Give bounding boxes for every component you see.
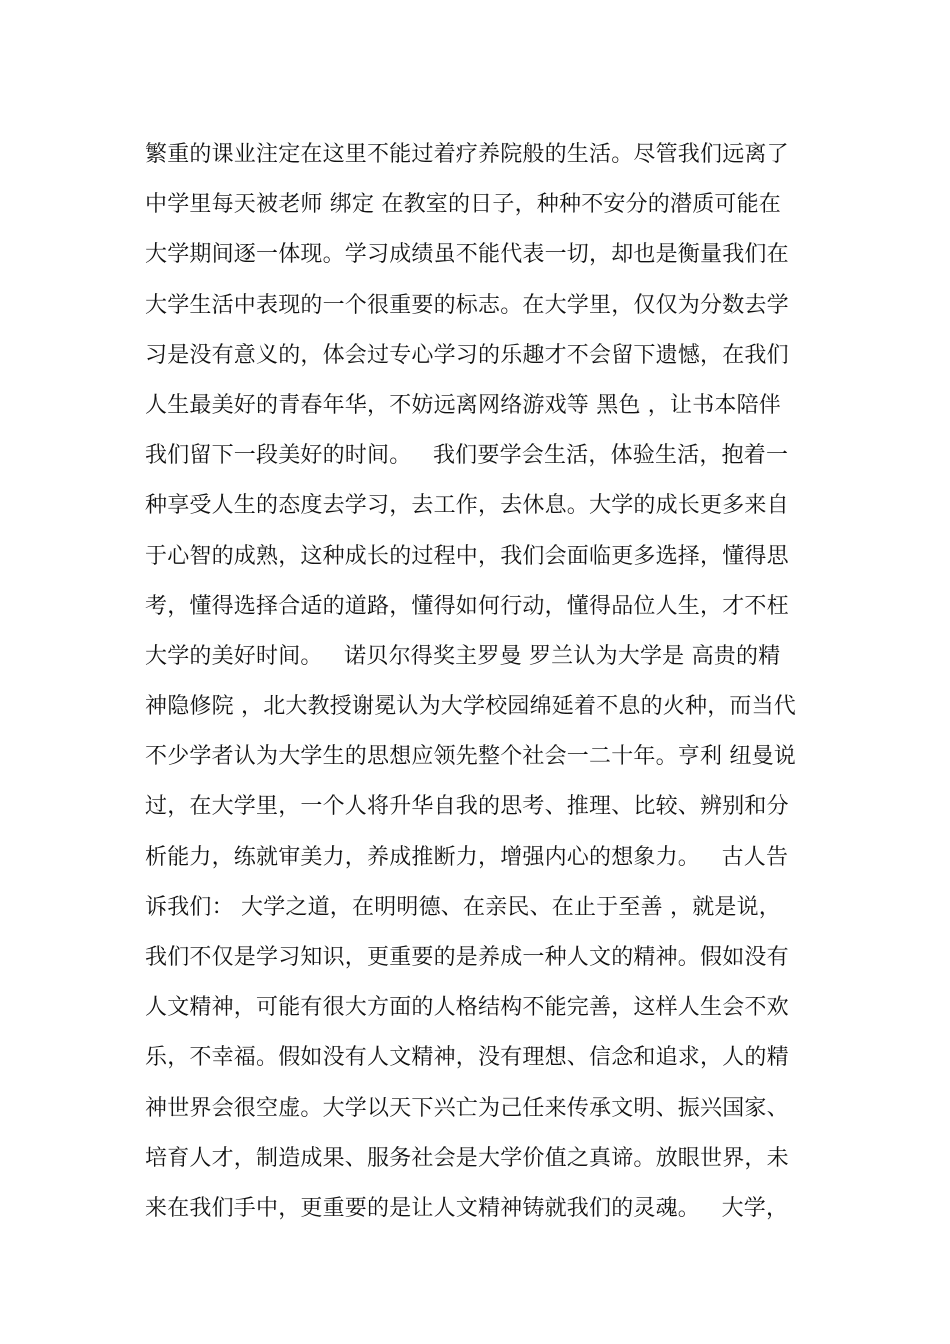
text-line: 培育人才，制造成果、服务社会是大学价值之真谛。放眼世界，未: [145, 1145, 789, 1171]
text-line: 大学的美好时间。 诺贝尔得奖主罗曼 罗兰认为大学是 高贵的精: [145, 643, 781, 669]
text-line: 过，在大学里，一个人将升华自我的思考、推理、比较、辨别和分: [145, 794, 789, 820]
text-line: 不少学者认为大学生的思想应领先整个社会一二十年。亨利 纽曼说: [145, 744, 796, 770]
text-line: 析能力，练就审美力，养成推断力，增强内心的想象力。 古人告: [145, 844, 789, 870]
text-line: 大学期间逐一体现。学习成绩虽不能代表一切，却也是衡量我们在: [145, 242, 789, 268]
text-line: 诉我们： 大学之道，在明明德、在亲民、在止于至善 ，就是说，: [145, 894, 781, 920]
text-line: 于心智的成熟，这种成长的过程中，我们会面临更多选择，懂得思: [145, 543, 789, 569]
text-line: 我们留下一段美好的时间。 我们要学会生活，体验生活，抱着一: [145, 443, 789, 469]
text-line: 神世界会很空虚。大学以天下兴亡为己任来传承文明、振兴国家、: [145, 1095, 789, 1121]
text-line: 种享受人生的态度去学习，去工作，去休息。大学的成长更多来自: [145, 493, 789, 519]
text-line: 我们不仅是学习知识，更重要的是养成一种人文的精神。假如没有: [145, 945, 789, 970]
text-line: 人文精神，可能有很大方面的人格结构不能完善，这样人生会不欢: [145, 995, 789, 1021]
text-line: 中学里每天被老师 绑定 在教室的日子，种种不安分的潜质可能在: [145, 192, 781, 218]
text-line: 来在我们手中，更重要的是让人文精神铸就我们的灵魂。 大学，: [145, 1195, 789, 1221]
text-line: 考，懂得选择合适的道路，懂得如何行动，懂得品位人生，才不枉: [145, 593, 789, 619]
text-line: 乐，不幸福。假如没有人文精神，没有理想、信念和追求，人的精: [145, 1045, 789, 1071]
text-line: 神隐修院 ，北大教授谢冕认为大学校园绵延着不息的火种，而当代: [145, 694, 796, 720]
text-line: 习是没有意义的，体会过专心学习的乐趣才不会留下遗憾，在我们: [145, 342, 789, 368]
text-line: 大学生活中表现的一个很重要的标志。在大学里，仅仅为分数去学: [145, 292, 789, 318]
text-line: 人生最美好的青春年华，不妨远离网络游戏等 黑色 ，让书本陪伴: [145, 392, 781, 418]
text-line: 繁重的课业注定在这里不能过着疗养院般的生活。尽管我们远离了: [145, 142, 789, 167]
body-text: [145, 130, 825, 1234]
